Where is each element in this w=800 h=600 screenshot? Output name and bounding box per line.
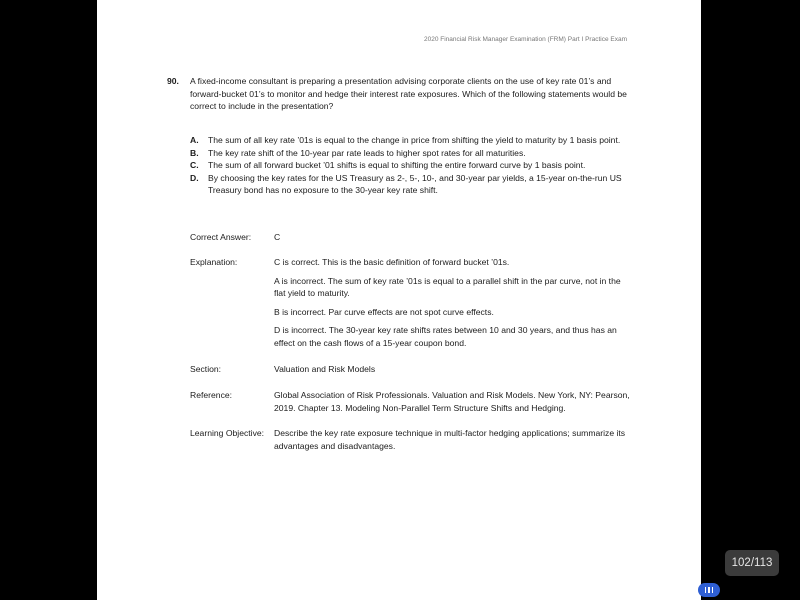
reference-label: Reference: [190,390,233,400]
option-text: The key rate shift of the 10-year par rate leads to higher spot rates for all maturities. [208,147,526,158]
explanation-paragraph: A is incorrect. The sum of key rate ’01s is equal to a parallel shift in the par curve, not in the flat yield to maturity. [274,275,621,299]
document-page [97,0,701,600]
option-letter: C. [190,160,199,171]
question-stem: A fixed-income consultant is preparing a presentation advising corporate clients on the use of key rate 01’s and forward-bucket 01’s to monitor and hedge their interest rate exposures. Which of the following statements would be correct to include in the presentation? [190,76,627,112]
option-a [190,134,630,147]
explanation-paragraph: B is incorrect. Par curve effects are not spot curve effects. [274,306,494,317]
option-letter: A. [190,135,199,145]
option-letter: B. [190,147,199,158]
explanation-content [274,256,634,356]
explanation-row [190,256,634,356]
explanation-paragraph: C is correct. This is the basic definition of forward bucket ’01s. [274,257,510,267]
correct-answer-row [190,231,634,244]
option-d [190,172,630,197]
correct-answer-label: Correct Answer: [190,232,252,242]
grid-view-icon[interactable] [698,583,720,597]
option-text: By choosing the key rates for the US Treasury as 2-, 5-, 10-, and 30-year par yields, a 15-year on-the-run US Treasury bond has no exposure to the 30-year key rate shift. [208,172,622,196]
question-number: 90. [167,76,179,86]
learning-objective-label: Learning Objective: [190,428,265,438]
option-letter: D. [190,172,199,183]
section-value: Valuation and Risk Models [274,364,376,374]
option-text: The sum of all key rate ’01s is equal to the change in price from shifting the yield to maturity by 1 basis point. [208,135,621,145]
learning-objective-value: Describe the key rate exposure technique in multi-factor hedging applications; summarize its advantages and disadvantages. [274,428,626,451]
explanation-label: Explanation: [190,257,238,267]
learning-objective-row [190,427,634,452]
section-row [190,363,634,376]
option-text: The sum of all forward bucket ’01 shifts is equal to shifting the entire forward curve by 1 basis point. [208,160,586,171]
running-header: 2020 Financial Risk Manager Examination (FRM) Part I Practice Exam [423,36,627,43]
option-c [190,159,630,172]
reference-row [190,389,634,414]
explanation-paragraph: D is incorrect. The 30-year key rate shifts rates between 10 and 30 years, and thus has an effect on the cash flows of a 15-year coupon bond. [274,325,617,348]
reference-value: Global Association of Risk Professionals. Valuation and Risk Models. New York, NY: Pearson, 2019. Chapter 13. Modeling Non-Parallel Term Structure Shifts and Hedging. [274,390,630,413]
page-counter[interactable]: 102/113 [725,550,779,576]
option-b [190,147,630,160]
correct-answer-value: C [274,232,281,242]
section-label: Section: [190,364,222,374]
answer-options [190,134,630,197]
